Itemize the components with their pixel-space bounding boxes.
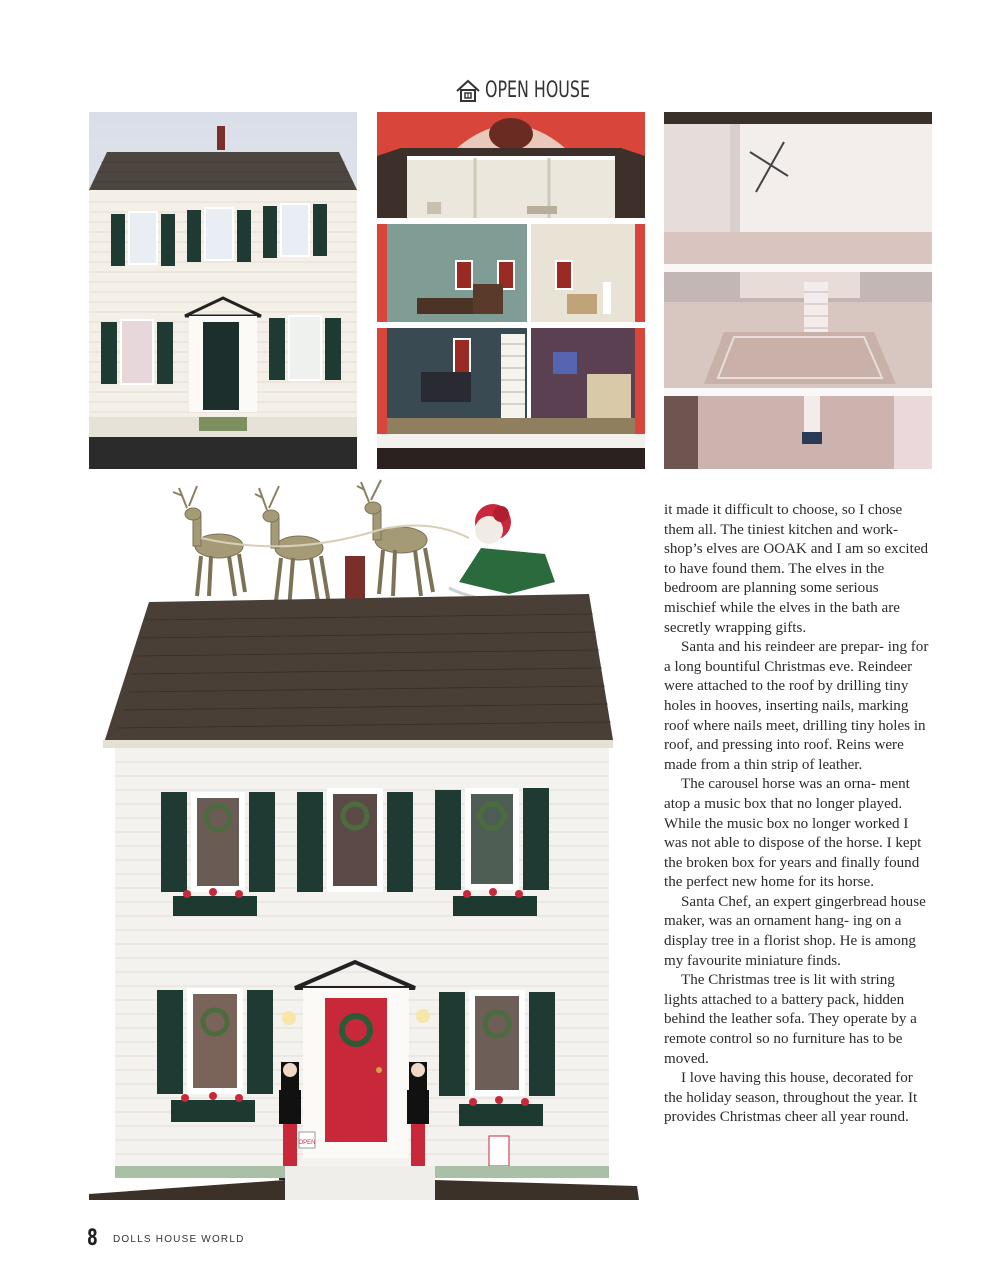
decorated-house-photo <box>89 478 649 1206</box>
paragraph: The carousel horse was an orna- ment atop a music box that no longer played. While the music box no longer worked I was not able to dispose of the horse. I kept the broken box for years and finally found the perfect new home for its horse. <box>664 776 922 891</box>
page-footer <box>87 1226 245 1251</box>
paragraph: Santa Chef, an expert gingerbread house maker, was an ornament hang- ing on a display tree in a florist shop. He is among my favourite miniature finds. <box>664 893 926 969</box>
paragraph: The Christmas tree is lit with string lights attached to a battery pack, hidden behind the leather sofa. They operate by a remote control so no furniture has to be moved. <box>664 972 917 1067</box>
open-sign-text: OPEN <box>298 1140 316 1146</box>
empty-interior-photo <box>664 112 932 469</box>
paragraph: it made it difficult to choose, so I chose them all. The tiniest kitchen and work- shop’s elves are OOAK and I am so excited to have found them. The elves in the bedroom are planning some serious mischief while the elves in the bath are secretly wrapping gifts. <box>664 502 929 636</box>
paragraph: I love having this house, decorated for the holiday season, throughout the year. It provides Christmas cheer all year round. <box>664 1070 918 1126</box>
paragraph: Santa and his reindeer are prepar- ing for a long bountiful Christmas eve. Reindeer were attached to the roof by drilling tiny holes in hooves, inserting nails, marking roof where nails meet, drilling tiny holes in roof, and pressing into roof. Reins were made from a thin strip of leather. <box>664 639 929 773</box>
page-number: 8 <box>87 1226 98 1251</box>
exterior-photo <box>89 112 357 469</box>
house-icon <box>455 79 481 103</box>
section-header <box>455 78 631 103</box>
interior-photo <box>377 112 645 469</box>
section-title: OPEN HOUSE <box>485 78 590 103</box>
magazine-name: DOLLS HOUSE WORLD <box>113 1234 245 1245</box>
article-body <box>664 501 932 1128</box>
